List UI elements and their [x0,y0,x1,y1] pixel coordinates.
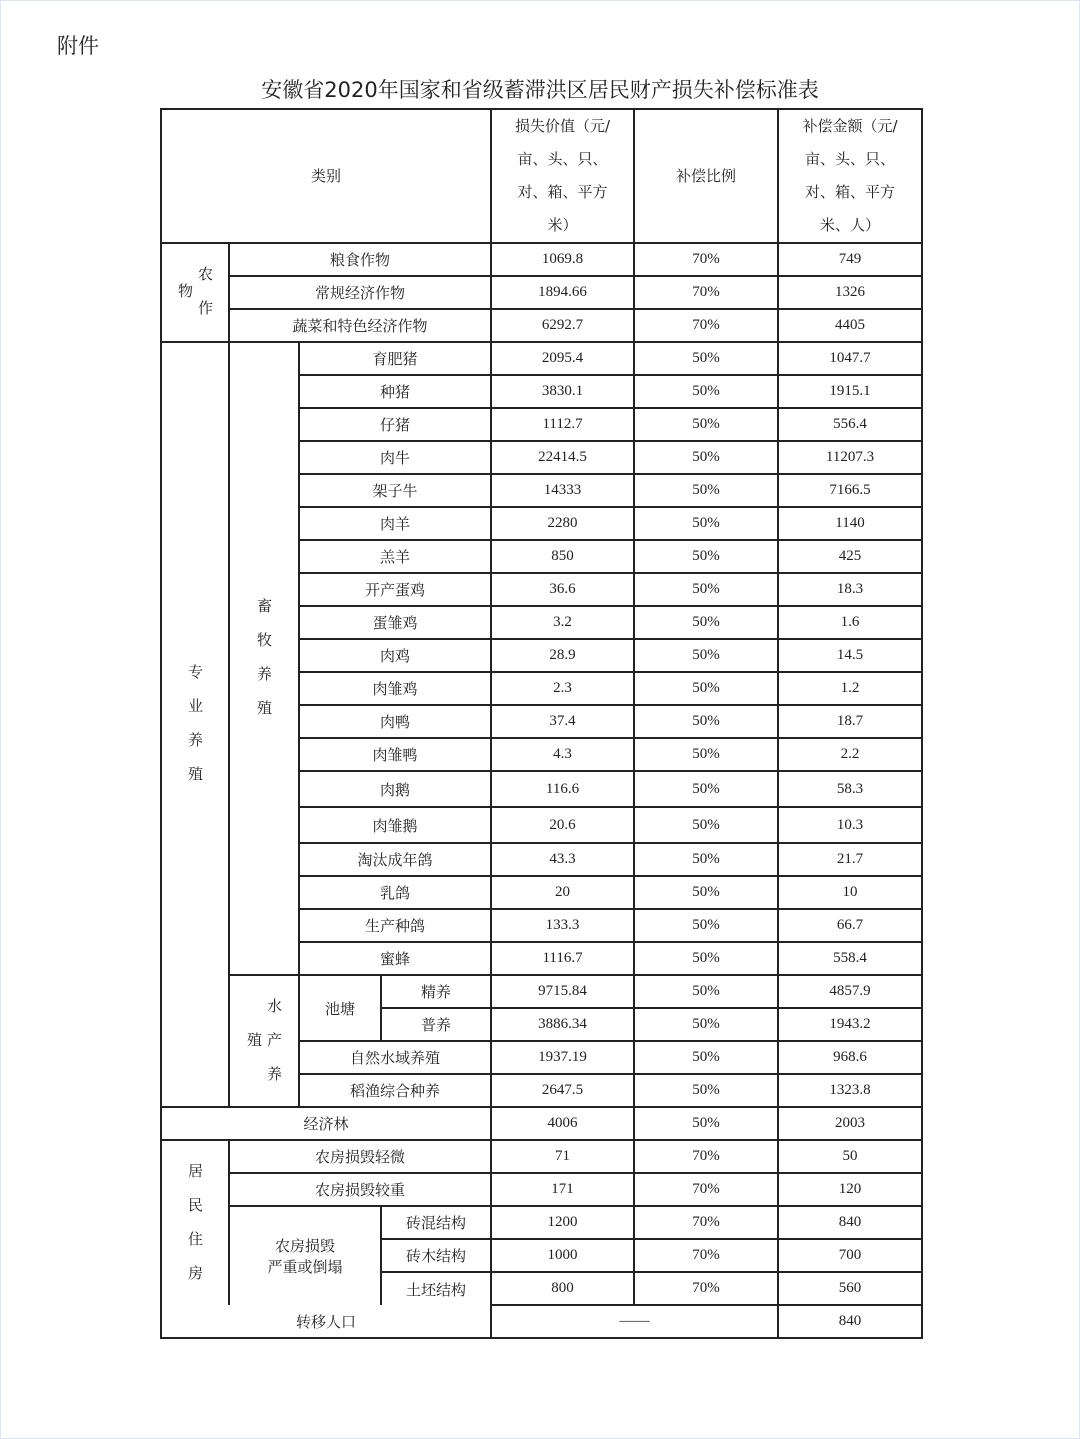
loss-value-cell: 2095.4 [491,342,634,375]
group-housing [161,1140,229,1305]
loss-value-cell: 37.4 [491,705,634,738]
item-name: 粮食作物 [229,243,491,276]
loss-value-cell: 171 [491,1173,634,1206]
item-name: 肉牛 [299,441,491,474]
loss-value-cell: 3886.34 [491,1008,634,1041]
loss-value-cell: 3830.1 [491,375,634,408]
loss-value-cell: 9715.84 [491,975,634,1008]
compensation-cell: 10.3 [778,807,922,843]
group-breeding [161,342,229,1107]
loss-value-cell: 1200 [491,1206,634,1239]
compensation-cell: 66.7 [778,909,922,942]
item-name: 乳鸽 [299,876,491,909]
compensation-cell: 50 [778,1140,922,1173]
compensation-cell: 1326 [778,276,922,309]
compensation-cell: 58.3 [778,771,922,807]
ratio-cell: 50% [634,807,778,843]
group-breeding-label: 专业养殖 [186,664,204,800]
compensation-cell: 1047.7 [778,342,922,375]
ratio-cell: 70% [634,1140,778,1173]
compensation-cell: 1140 [778,507,922,540]
group-aquaculture-label: 水产养殖 [245,997,283,1100]
ratio-cell: 50% [634,705,778,738]
table-row [161,1107,922,1140]
ratio-cell: 50% [634,474,778,507]
item-name: 肉鸭 [299,705,491,738]
compensation-cell: 1943.2 [778,1008,922,1041]
compensation-cell: 18.3 [778,573,922,606]
item-name: 肉鸡 [299,639,491,672]
ratio-cell: 50% [634,942,778,975]
loss-value-cell: 3.2 [491,606,634,639]
ratio-cell: 50% [634,408,778,441]
compensation-cell: 968.6 [778,1041,922,1074]
loss-value-cell: 36.6 [491,573,634,606]
item-name: 经济林 [161,1107,491,1140]
ratio-cell: 50% [634,606,778,639]
ratio-cell: 50% [634,1008,778,1041]
loss-value-cell: 2280 [491,507,634,540]
ratio-cell: 50% [634,975,778,1008]
group-livestock [229,342,299,975]
item-name: 肉羊 [299,507,491,540]
item-name: 农房损毁轻微 [229,1140,491,1173]
loss-value-cell: 116.6 [491,771,634,807]
compensation-cell: 840 [778,1206,922,1239]
ratio-cell: 50% [634,909,778,942]
item-name: 蜜蜂 [299,942,491,975]
group-housing-label: 居民住房 [186,1162,204,1299]
item-name: 稻渔综合种养 [299,1074,491,1107]
item-name: 开产蛋鸡 [299,573,491,606]
ratio-cell: 50% [634,375,778,408]
compensation-cell: 11207.3 [778,441,922,474]
ratio-cell: 70% [634,243,778,276]
item-name: 仔猪 [299,408,491,441]
compensation-cell: 1323.8 [778,1074,922,1107]
compensation-cell: 749 [778,243,922,276]
ratio-cell: 50% [634,1074,778,1107]
loss-value-cell: 4.3 [491,738,634,771]
ratio-cell: 50% [634,441,778,474]
compensation-cell: 558.4 [778,942,922,975]
group-aquaculture [229,975,299,1107]
loss-value-cell: 1894.66 [491,276,634,309]
compensation-cell: 14.5 [778,639,922,672]
ratio-cell: 50% [634,540,778,573]
item-name: 生产种鸽 [299,909,491,942]
loss-value-cell: 1937.19 [491,1041,634,1074]
loss-value-cell: 1069.8 [491,243,634,276]
ratio-cell: 50% [634,342,778,375]
compensation-cell: 1915.1 [778,375,922,408]
loss-value-cell: 850 [491,540,634,573]
loss-value-cell: 133.3 [491,909,634,942]
ratio-cell: 50% [634,639,778,672]
loss-value-cell: 14333 [491,474,634,507]
item-name: 常规经济作物 [229,276,491,309]
ratio-cell: 50% [634,771,778,807]
ratio-cell: 70% [634,1206,778,1239]
ratio-cell: 70% [634,1272,778,1305]
table-row [161,276,922,309]
compensation-cell: 120 [778,1173,922,1206]
group-livestock-label: 畜牧养殖 [255,598,273,734]
ratio-cell: 70% [634,309,778,342]
item-name: 精养 [381,975,491,1008]
item-name: 肉鹅 [299,771,491,807]
compensation-cell: 10 [778,876,922,909]
compensation-table [160,108,923,1339]
compensation-cell: 840 [778,1305,922,1338]
ratio-cell: 50% [634,738,778,771]
item-name: 砖混结构 [381,1206,491,1239]
item-name: 淘汰成年鸽 [299,843,491,876]
ratio-cell: 50% [634,876,778,909]
compensation-cell: 2003 [778,1107,922,1140]
attachment-label: 附件 [57,34,99,58]
table-row [161,1305,922,1338]
header-ratio: 补偿比例 [634,109,778,243]
compensation-cell: 7166.5 [778,474,922,507]
loss-value-cell: 20 [491,876,634,909]
table-row [161,243,922,276]
loss-value-cell: 28.9 [491,639,634,672]
table-row [161,975,922,1008]
ratio-cell: 50% [634,1107,778,1140]
loss-value-cell: —— [491,1305,778,1338]
loss-value-cell: 1112.7 [491,408,634,441]
ratio-cell: 50% [634,573,778,606]
compensation-cell: 1.2 [778,672,922,705]
compensation-cell: 425 [778,540,922,573]
ratio-cell: 70% [634,276,778,309]
item-name: 砖木结构 [381,1239,491,1272]
loss-value-cell: 2.3 [491,672,634,705]
ratio-cell: 70% [634,1173,778,1206]
loss-value-cell: 43.3 [491,843,634,876]
header-loss-value: 损失价值（元/ 亩、头、只、 对、箱、平方 米） [491,109,634,243]
compensation-cell: 700 [778,1239,922,1272]
group-severe-damage: 农房损毁 严重或倒塌 [229,1206,381,1305]
header-compensation: 补偿金额（元/ 亩、头、只、 对、箱、平方 米、人） [778,109,922,243]
compensation-cell: 1.6 [778,606,922,639]
loss-value-cell: 22414.5 [491,441,634,474]
group-pond: 池塘 [299,975,381,1041]
table-row [161,1206,922,1239]
loss-value-cell: 1000 [491,1239,634,1272]
item-name: 架子牛 [299,474,491,507]
table-row [161,1173,922,1206]
item-name: 肉雏鸡 [299,672,491,705]
item-name: 育肥猪 [299,342,491,375]
loss-value-cell: 20.6 [491,807,634,843]
ratio-cell: 50% [634,507,778,540]
table-row [161,342,922,375]
loss-value-cell: 800 [491,1272,634,1305]
compensation-cell: 2.2 [778,738,922,771]
loss-value-cell: 4006 [491,1107,634,1140]
table-row [161,1140,922,1173]
item-name: 转移人口 [161,1305,491,1338]
header-row [161,109,922,243]
ratio-cell: 50% [634,1041,778,1074]
compensation-cell: 4857.9 [778,975,922,1008]
header-category: 类别 [161,109,491,243]
group-crops [161,243,229,342]
item-name: 羔羊 [299,540,491,573]
item-name: 自然水域养殖 [299,1041,491,1074]
item-name: 肉雏鸭 [299,738,491,771]
loss-value-cell: 1116.7 [491,942,634,975]
compensation-cell: 560 [778,1272,922,1305]
item-name: 种猪 [299,375,491,408]
ratio-cell: 50% [634,672,778,705]
loss-value-cell: 2647.5 [491,1074,634,1107]
loss-value-cell: 6292.7 [491,309,634,342]
ratio-cell: 50% [634,843,778,876]
group-crops-label: 农作物 [176,266,214,334]
item-name: 农房损毁较重 [229,1173,491,1206]
compensation-cell: 556.4 [778,408,922,441]
item-name: 蛋雏鸡 [299,606,491,639]
document-title: 安徽省2020年国家和省级蓄滞洪区居民财产损失补偿标准表 [261,78,819,102]
item-name: 肉雏鹅 [299,807,491,843]
compensation-cell: 18.7 [778,705,922,738]
item-name: 土坯结构 [381,1272,491,1305]
ratio-cell: 70% [634,1239,778,1272]
compensation-cell: 4405 [778,309,922,342]
loss-value-cell: 71 [491,1140,634,1173]
table-row [161,309,922,342]
item-name: 蔬菜和特色经济作物 [229,309,491,342]
item-name: 普养 [381,1008,491,1041]
compensation-cell: 21.7 [778,843,922,876]
